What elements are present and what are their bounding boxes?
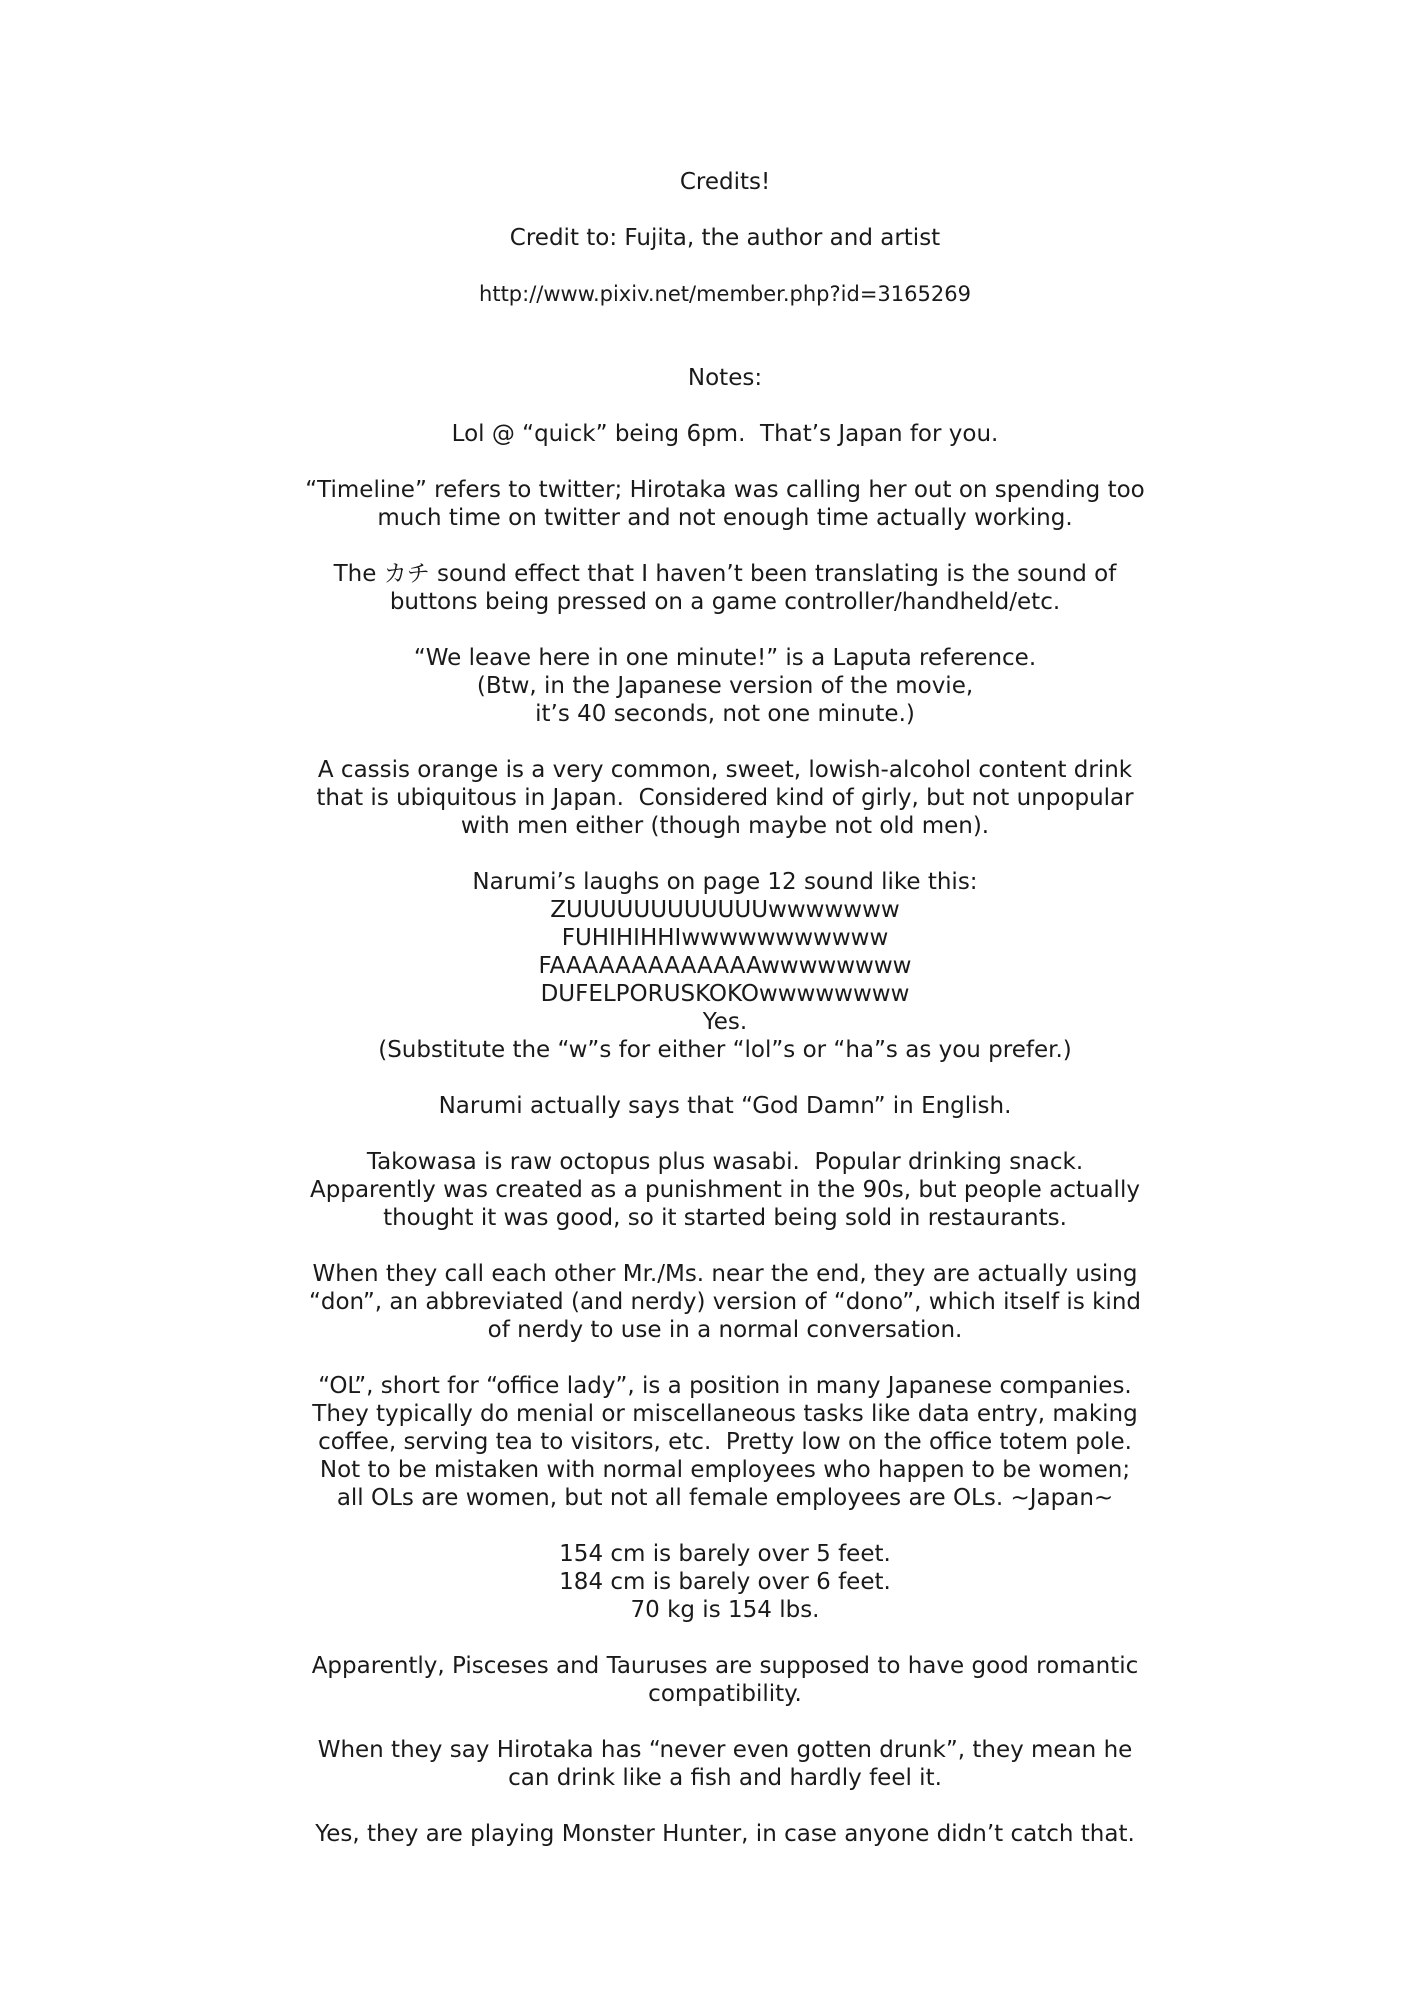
notes-heading: Notes: bbox=[687, 365, 763, 391]
note-line: Apparently was created as a punishment in the 90s, but people actually bbox=[310, 1177, 1140, 1203]
note-line: much time on twitter and not enough time actually working. bbox=[377, 505, 1073, 531]
spacer bbox=[250, 308, 1200, 364]
spacer bbox=[250, 1708, 1200, 1736]
note-paragraph bbox=[250, 1148, 1200, 1232]
note-line: of nerdy to use in a normal conversation. bbox=[487, 1317, 963, 1343]
note-paragraph bbox=[250, 420, 1200, 448]
spacer bbox=[250, 532, 1200, 560]
note-line: can drink like a fish and hardly feel it. bbox=[508, 1765, 942, 1791]
note-line: (Substitute the “w”s for either “lol”s or “ha”s as you prefer.) bbox=[378, 1037, 1072, 1063]
note-line: thought it was good, so it started being sold in restaurants. bbox=[383, 1205, 1067, 1231]
author-url: http://www.pixiv.net/member.php?id=3165269 bbox=[479, 282, 971, 306]
note-line: Not to be mistaken with normal employees who happen to be women; bbox=[319, 1457, 1131, 1483]
note-line: When they call each other Mr./Ms. near the end, they are actually using bbox=[312, 1261, 1138, 1287]
note-line: 70 kg is 154 lbs. bbox=[630, 1597, 820, 1623]
spacer bbox=[250, 392, 1200, 420]
note-line: FUHIHIHHIwwwwwwwwwww bbox=[561, 925, 889, 951]
note-line: (Btw, in the Japanese version of the movie, bbox=[476, 673, 974, 699]
spacer bbox=[250, 616, 1200, 644]
note-paragraph bbox=[250, 1540, 1200, 1624]
note-line: Lol @ “quick” being 6pm. That’s Japan for you. bbox=[451, 421, 999, 447]
note-line: ZUUUUUUUUUUUUwwwwwww bbox=[550, 897, 900, 923]
note-line: DUFELPORUSKOKOwwwwwwww bbox=[540, 981, 910, 1007]
spacer bbox=[250, 448, 1200, 476]
note-line: “OL”, short for “office lady”, is a position in many Japanese companies. bbox=[318, 1373, 1132, 1399]
spacer bbox=[250, 1232, 1200, 1260]
note-line: buttons being pressed on a game controller/handheld/etc. bbox=[389, 589, 1061, 615]
note-line: compatibility. bbox=[648, 1681, 802, 1707]
spacer bbox=[250, 1064, 1200, 1092]
spacer bbox=[250, 1344, 1200, 1372]
spacer bbox=[250, 1624, 1200, 1652]
note-line: FAAAAAAAAAAAAAwwwwwwww bbox=[538, 953, 912, 979]
spacer bbox=[250, 196, 1200, 224]
note-paragraph bbox=[250, 560, 1200, 616]
note-paragraph bbox=[250, 868, 1200, 1064]
note-line: “don”, an abbreviated (and nerdy) version of “dono”, which itself is kind bbox=[308, 1289, 1142, 1315]
note-line: Narumi actually says that “God Damn” in English. bbox=[438, 1093, 1012, 1119]
notes-body bbox=[250, 420, 1200, 1848]
note-line: with men either (though maybe not old men). bbox=[460, 813, 990, 839]
note-paragraph bbox=[250, 1820, 1200, 1848]
note-paragraph bbox=[250, 1652, 1200, 1708]
note-line: Takowasa is raw octopus plus wasabi. Popular drinking snack. bbox=[366, 1149, 1084, 1175]
note-line: that is ubiquitous in Japan. Considered kind of girly, but not unpopular bbox=[316, 785, 1134, 811]
note-line: 154 cm is barely over 5 feet. bbox=[559, 1541, 891, 1567]
note-paragraph bbox=[250, 1092, 1200, 1120]
spacer bbox=[250, 1792, 1200, 1820]
credits-heading: Credits! bbox=[679, 169, 771, 195]
spacer bbox=[250, 252, 1200, 280]
note-line: “Timeline” refers to twitter; Hirotaka was calling her out on spending too bbox=[305, 477, 1145, 503]
note-paragraph bbox=[250, 756, 1200, 840]
spacer bbox=[250, 728, 1200, 756]
note-line: 184 cm is barely over 6 feet. bbox=[559, 1569, 891, 1595]
note-paragraph bbox=[250, 1260, 1200, 1344]
note-line: “We leave here in one minute!” is a Laputa reference. bbox=[413, 645, 1037, 671]
note-line: The カチ sound effect that I haven’t been translating is the sound of bbox=[333, 561, 1117, 587]
note-line: it’s 40 seconds, not one minute.) bbox=[535, 701, 915, 727]
note-line: Yes, they are playing Monster Hunter, in case anyone didn’t catch that. bbox=[315, 1821, 1135, 1847]
note-line: Narumi’s laughs on page 12 sound like this: bbox=[472, 869, 978, 895]
spacer bbox=[250, 1512, 1200, 1540]
spacer bbox=[250, 1120, 1200, 1148]
note-paragraph bbox=[250, 476, 1200, 532]
credit-line: Credit to: Fujita, the author and artist bbox=[509, 225, 941, 251]
note-line: all OLs are women, but not all female employees are OLs. ~Japan~ bbox=[336, 1485, 1114, 1511]
note-paragraph bbox=[250, 644, 1200, 728]
note-line: Yes. bbox=[702, 1009, 748, 1035]
spacer bbox=[250, 840, 1200, 868]
note-line: coffee, serving tea to visitors, etc. Pretty low on the office totem pole. bbox=[318, 1429, 1132, 1455]
note-line: A cassis orange is a very common, sweet, lowish-alcohol content drink bbox=[317, 757, 1133, 783]
text-column bbox=[250, 168, 1200, 1848]
note-line: When they say Hirotaka has “never even gotten drunk”, they mean he bbox=[317, 1737, 1133, 1763]
note-line: They typically do menial or miscellaneous tasks like data entry, making bbox=[312, 1401, 1138, 1427]
note-line: Apparently, Pisceses and Tauruses are supposed to have good romantic bbox=[311, 1653, 1139, 1679]
note-paragraph bbox=[250, 1736, 1200, 1792]
note-paragraph bbox=[250, 1372, 1200, 1512]
